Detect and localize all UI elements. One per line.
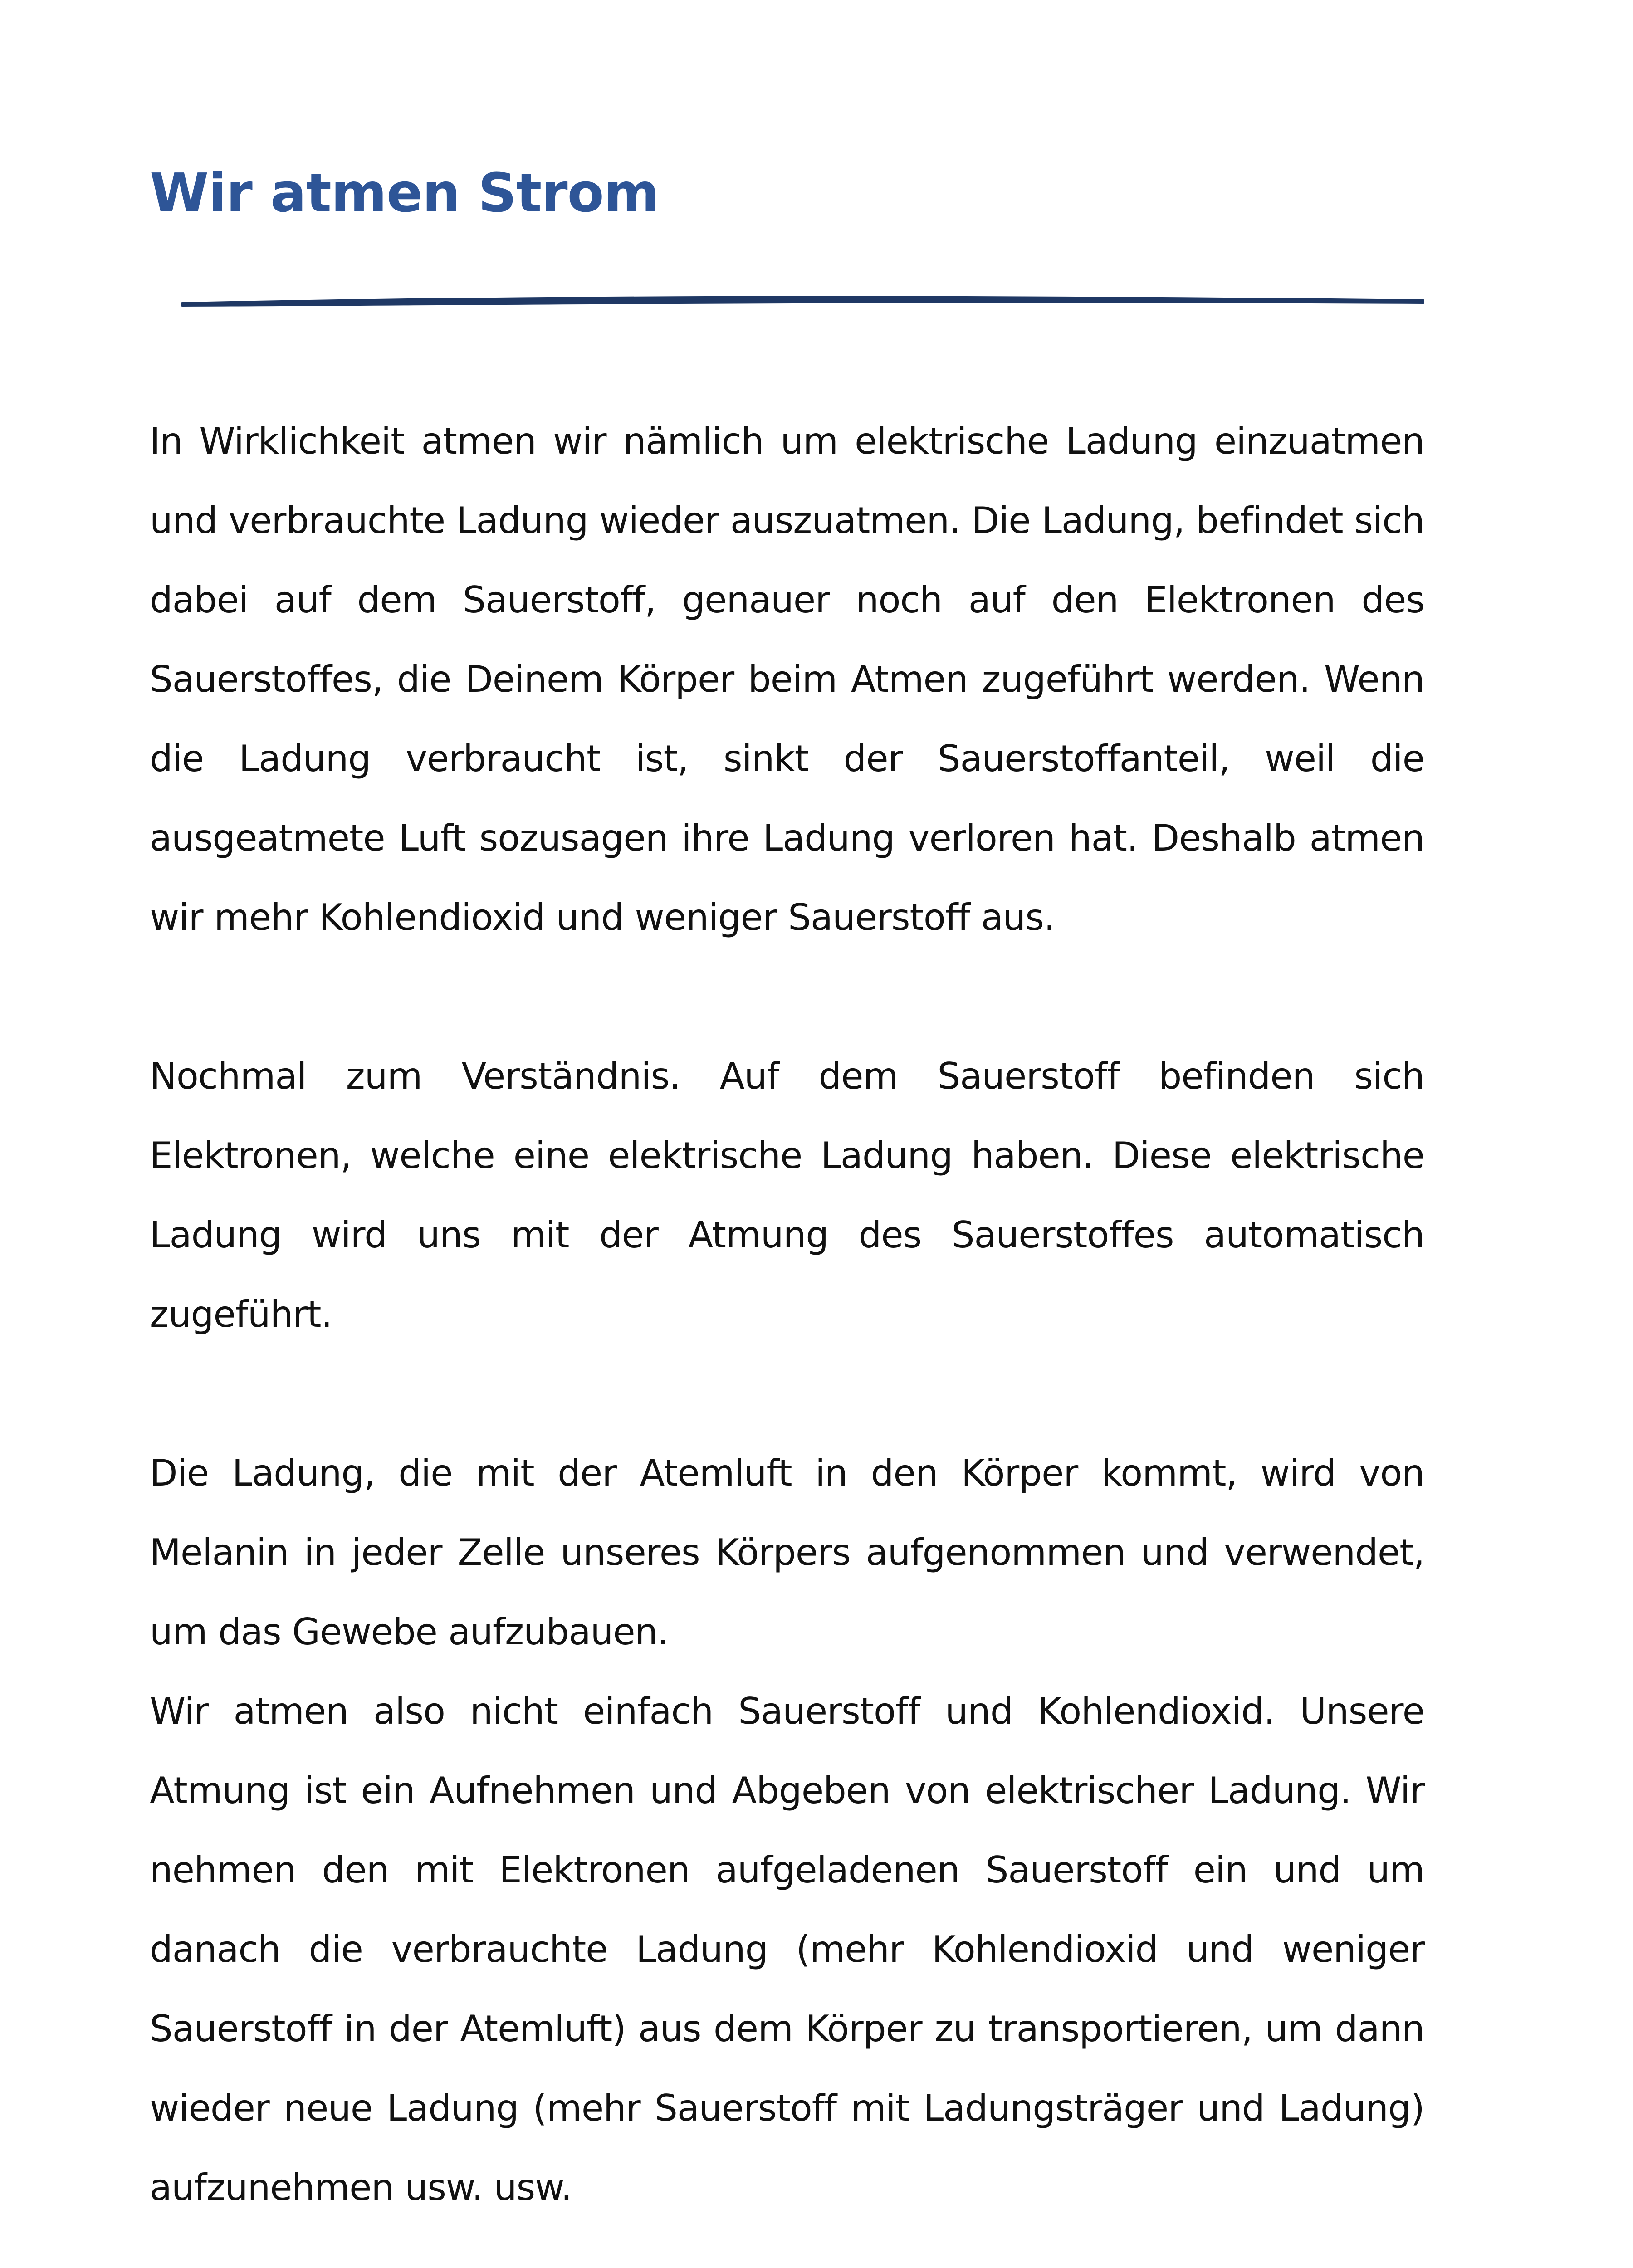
body-text xyxy=(150,401,1424,2227)
paragraph-2: Nochmal zum Verständnis. Auf dem Sauerstoff befinden sich Elektronen, welche eine elektrische Ladung haben. Diese elektrische Ladung wird uns mit der Atmung des Sauerstoffes automatisch zugeführt. xyxy=(150,1055,1424,1335)
paragraph-4: Wir atmen also nicht einfach Sauerstoff und Kohlendioxid. Unsere Atmung ist ein Aufnehmen und Abgeben von elektrischer Ladung. Wir nehmen den mit Elektronen aufgeladenen Sauerstoff ein und um danach die verbrauchte Ladung (mehr Kohlendioxid und weniger Sauerstoff in der Atemluft) aus dem Körper zu transportieren, um dann wieder neue Ladung (mehr Sauerstoff mit Ladungsträger und Ladung) aufzunehmen usw. usw. xyxy=(150,1690,1424,2209)
paragraph-3: Die Ladung, die mit der Atemluft in den Körper kommt, wird von Melanin in jeder Zelle unseres Körpers aufgenommen und verwendet, um das Gewebe aufzubauen. xyxy=(150,1452,1424,1653)
page-title: Wir atmen Strom xyxy=(150,161,659,224)
paragraph-1: In Wirklichkeit atmen wir nämlich um elektrische Ladung einzuatmen und verbrauchte Ladung wieder auszuatmen. Die Ladung, befindet sich dabei auf dem Sauerstoff, genauer noch auf den Elektronen des Sauerstoffes, die Deinem Körper beim Atmen zugeführt werden. Wenn die Ladung verbraucht ist, sinkt der Sauerstoffanteil, weil die ausgeatmete Luft sozusagen ihre Ladung verloren hat. Deshalb atmen wir mehr Kohlendioxid und weniger Sauerstoff aus. xyxy=(150,420,1424,938)
title-underline xyxy=(181,293,1424,311)
